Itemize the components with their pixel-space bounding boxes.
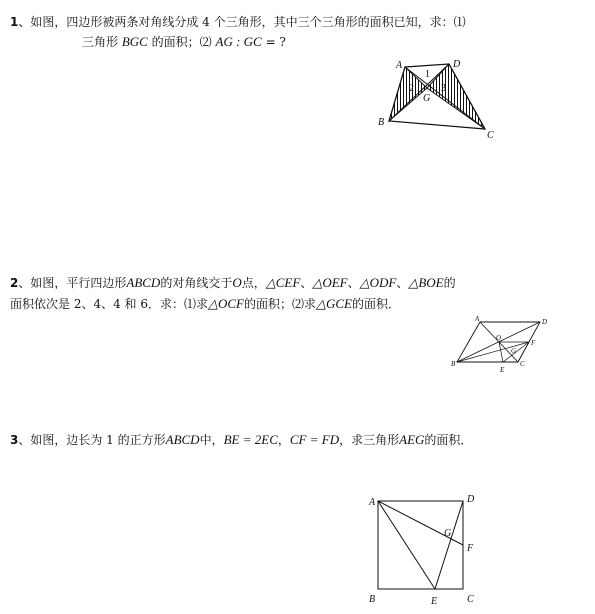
problem-1-number: 1 [10, 15, 19, 29]
label-c: C [487, 130, 494, 141]
label-g: G [511, 347, 517, 355]
label-g: G [444, 528, 452, 539]
label-f: F [467, 543, 474, 554]
label-e: E [500, 366, 505, 374]
problem-1-line-1: 1、如图，四边形被两条对角线分成 4 个三角形，其中三个三角形的面积已知，求：⑴ [10, 15, 466, 29]
label-e: E [431, 596, 438, 607]
label-a: A [475, 315, 480, 323]
area-2: 2 [409, 83, 414, 94]
problem-3-line-1: 3、如图，边长为 1 的正方形ABCD中，BE = 2EC，CF = FD，求三角形AEG的面积． [10, 432, 473, 447]
label-b: B [378, 117, 385, 128]
problem-2-line-2: 面积依次是 2、4、4 和 6．求：⑴求△OCF的面积；⑵求△GCE的面积． [10, 296, 401, 311]
label-o: O [496, 334, 502, 342]
label-f: F [531, 339, 536, 347]
label-b: B [451, 360, 456, 368]
problem-2-line-1: 2、如图，平行四边形ABCD的对角线交于O点，△CEF、△OEF、△ODF、△BOE的 [10, 275, 456, 290]
problem-1-line-2: 三角形 BGC 的面积；⑵ AG : GC = ? [82, 34, 286, 49]
label-a: A [369, 497, 376, 508]
label-d: D [453, 59, 461, 70]
label-d: D [467, 494, 475, 505]
label-c: C [520, 360, 525, 368]
square-abcd [378, 501, 463, 589]
label-c: C [467, 594, 474, 605]
label-a: A [396, 60, 403, 71]
problem-2-number: 2 [10, 276, 19, 290]
label-b: B [369, 594, 376, 605]
area-1: 1 [425, 69, 430, 80]
segment-de [435, 501, 463, 589]
label-g: G [423, 93, 431, 104]
label-d: D [542, 318, 548, 326]
area-3: 3 [441, 83, 446, 94]
problem-3-number: 3 [10, 433, 19, 447]
segment-ae [378, 501, 435, 589]
